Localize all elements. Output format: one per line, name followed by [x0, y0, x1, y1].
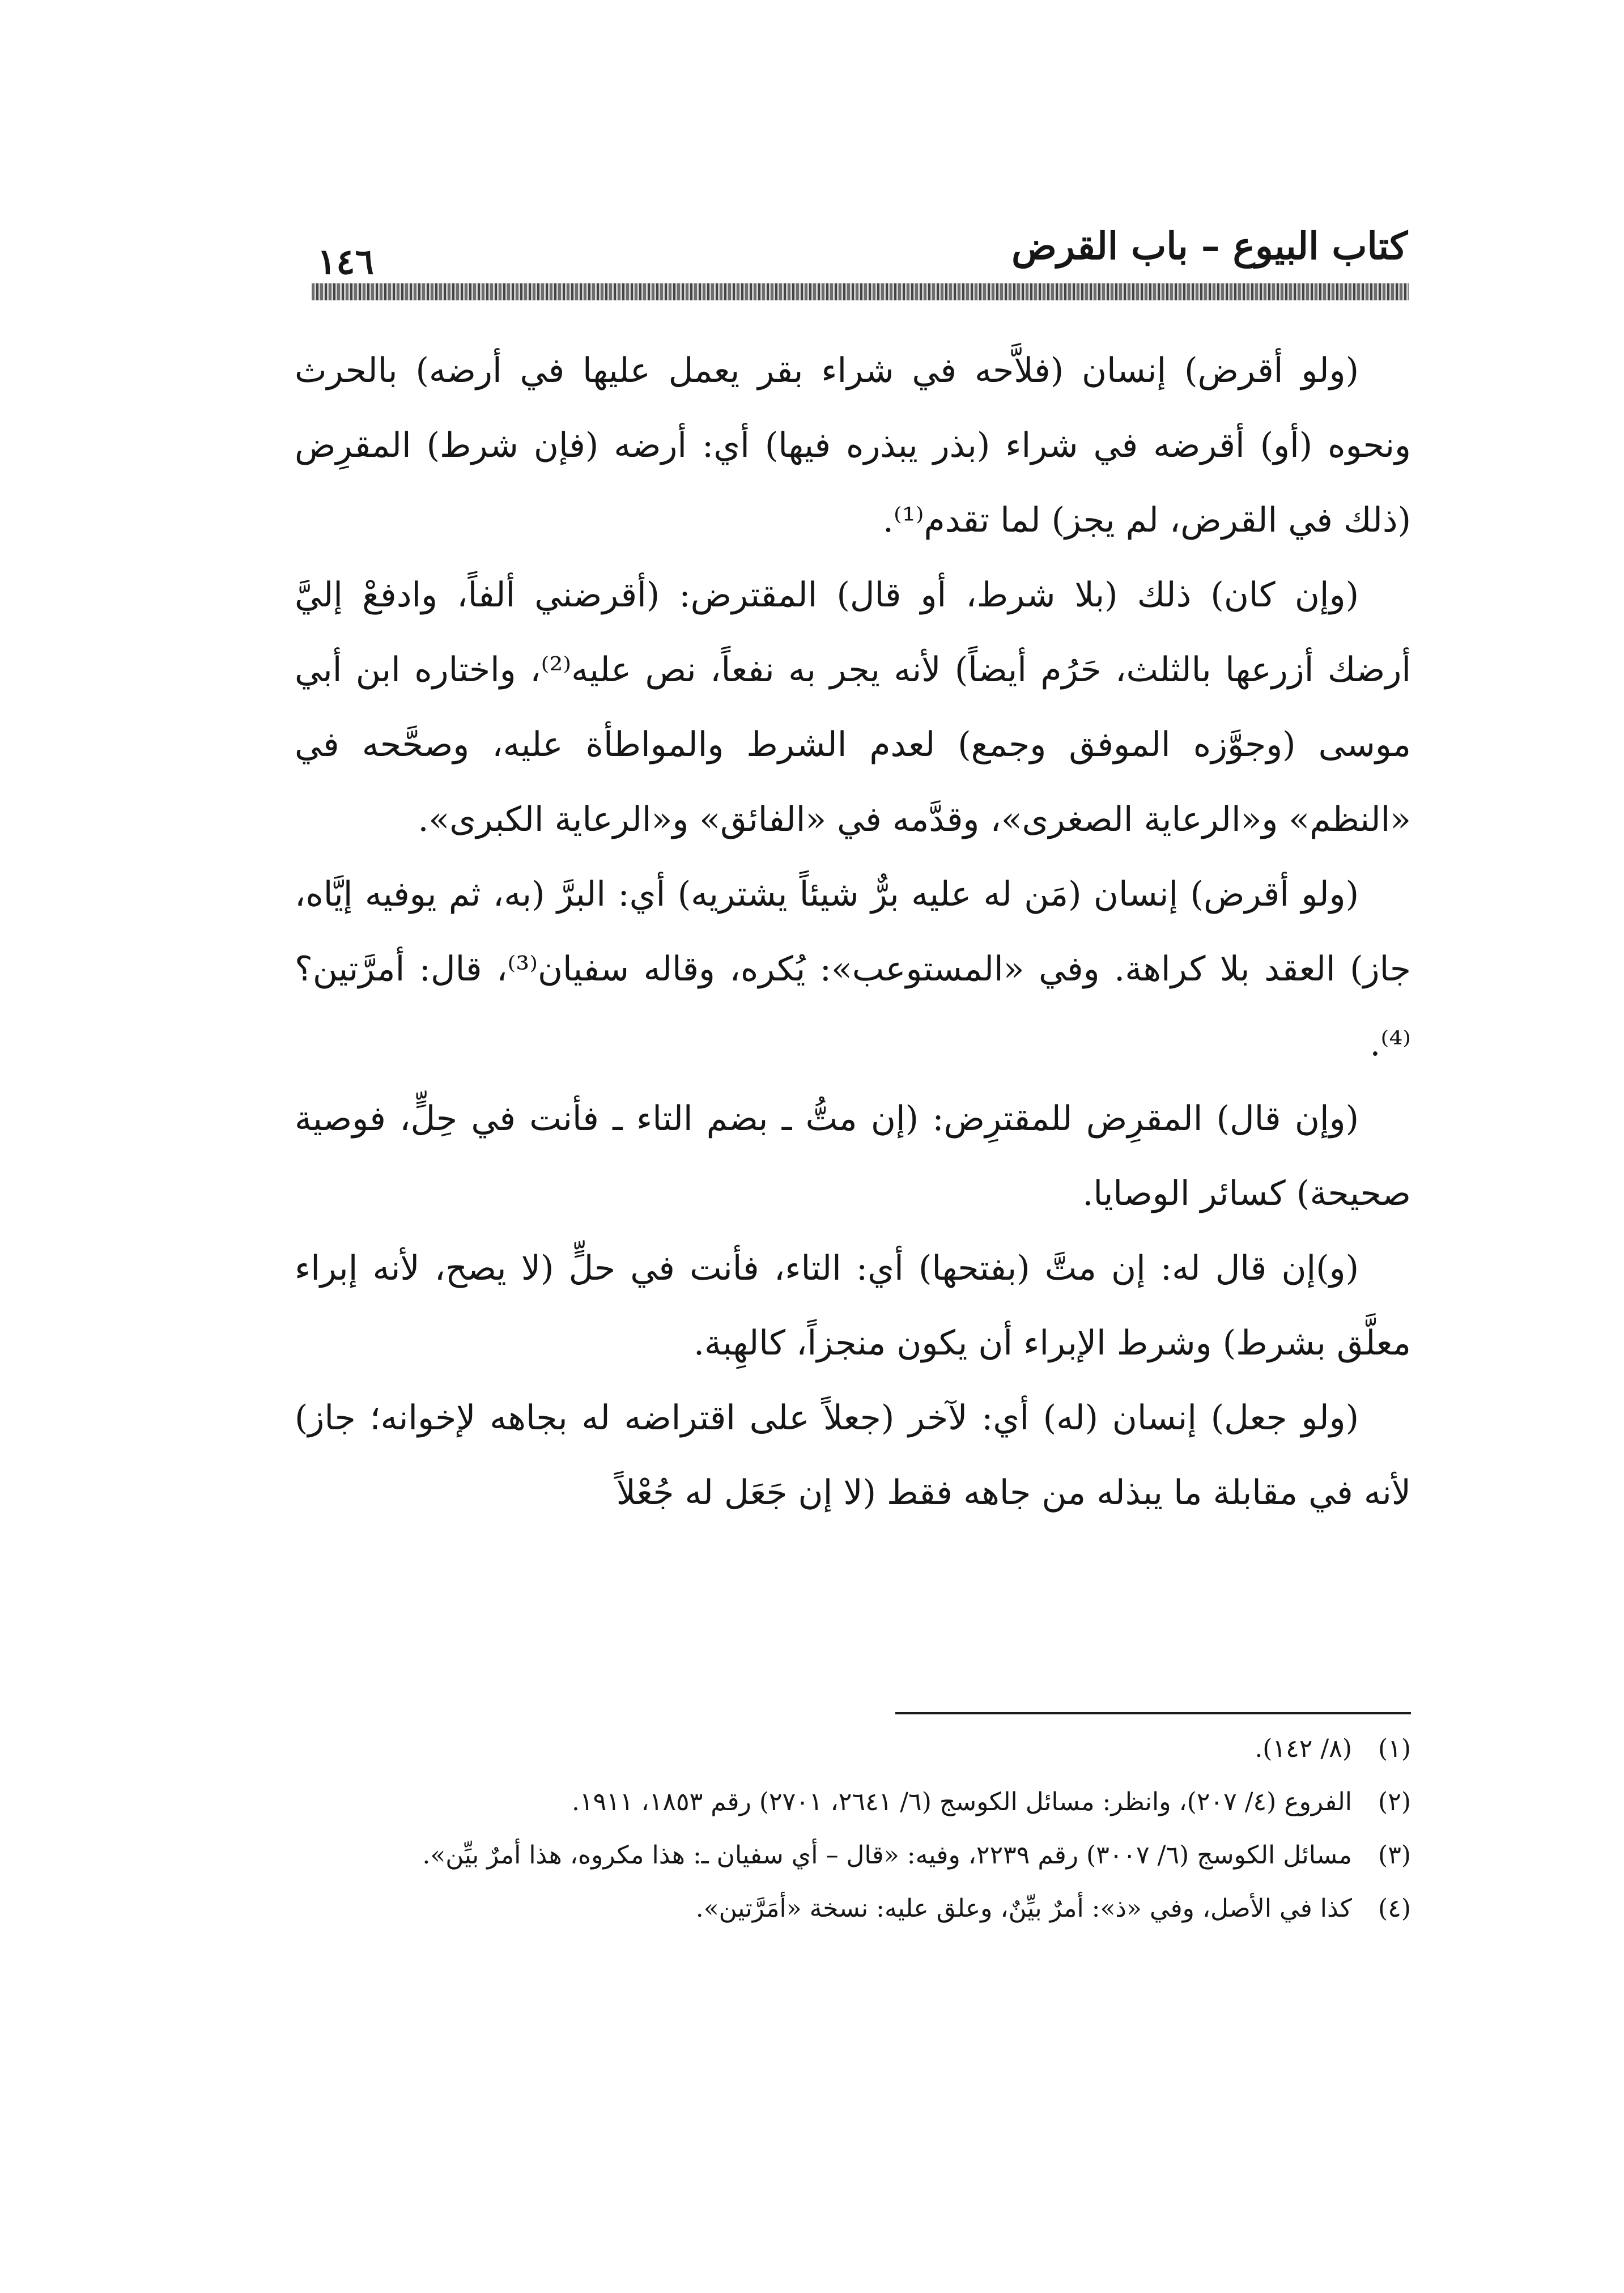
paragraph-4-text: (وإن قال) المقرِض للمقترِض: (إن متُّ ـ بضم التاء ـ فأنت في حِلٍّ، فوصية صحيحة) كسائر الوصايا.	[295, 1099, 1411, 1213]
footnote-3-text: مسائل الكوسج (٦/ ٣٠٠٧) رقم ٢٢٣٩، وفيه: «قال – أي سفيان ـ: هذا مكروه، هذا أمرٌ بيِّن».	[422, 1841, 1352, 1870]
paragraph-1	[295, 333, 1411, 558]
footnotes	[295, 1726, 1411, 1939]
footnote-1-mark: (١)	[1378, 1734, 1411, 1763]
page-number: ١٤٦	[317, 241, 374, 282]
footnote-2-text: الفروع (٤/ ٢٠٧)، وانظر: مسائل الكوسج (٦/ ٢٦٤١، ٢٧٠١) رقم ١٨٥٣، ١٩١١.	[572, 1787, 1352, 1816]
paragraph-2-text: (وإن كان) ذلك (بلا شرط، أو قال) المقترض: (أقرضني ألفاً، وادفعْ إليَّ أرضك أزرعها بالثلث، حَرُم أيضاً) لأنه يجر به نفعاً، نص عليه⁽²⁾، واختاره ابن أبي موسى (وجوَّزه الموفق وجمع) لعدم الشرط والمواطأة عليه، وصحَّحه في «النظم» و«الرعاية الصغرى»، وقدَّمه في «الفائق» و«الرعاية الكبرى».	[295, 575, 1411, 839]
footnote-3	[295, 1833, 1411, 1878]
paragraph-6	[295, 1381, 1411, 1530]
running-title: كتاب البيوع – باب القرض	[1011, 224, 1408, 268]
paragraph-5	[295, 1231, 1411, 1381]
paragraph-3	[295, 857, 1411, 1081]
footnote-rule	[895, 1712, 1411, 1714]
header-rule	[312, 283, 1409, 300]
footnote-2	[295, 1780, 1411, 1825]
footnote-1	[295, 1726, 1411, 1772]
paragraph-6-text: (ولو جعل) إنسان (له) أي: لآخر (جعلاً على اقتراضه له بجاهه لإخوانه؛ جاز) لأنه في مقابلة ما يبذله من جاهه فقط (لا إن جَعَل له جُعْلاً	[295, 1398, 1411, 1513]
main-text	[295, 333, 1411, 1530]
footnote-4-mark: (٤)	[1378, 1894, 1411, 1923]
paragraph-5-text: (و)إن قال له: إن متَّ (بفتحها) أي: التاء، فأنت في حلٍّ (لا يصح، لأنه إبراء معلَّق بشرط) وشرط الإبراء أن يكون منجزاً، كالهِبة.	[295, 1249, 1411, 1363]
footnote-1-text: (٨/ ١٤٢).	[1255, 1734, 1352, 1763]
paragraph-2	[295, 558, 1411, 857]
paragraph-3-text: (ولو أقرض) إنسان (مَن له عليه برٌّ شيئاً يشتريه) أي: البرَّ (به، ثم يوفيه إيَّاه، جاز) العقد بلا كراهة. وفي «المستوعب»: يُكره، وقاله سفيان⁽³⁾، قال: أمرَّتين؟⁽⁴⁾.	[295, 874, 1411, 1064]
footnote-4	[295, 1886, 1411, 1931]
footnote-3-mark: (٣)	[1378, 1841, 1411, 1870]
footnote-4-text: كذا في الأصل، وفي «ذ»: أمرٌ بيِّنٌ، وعلق عليه: نسخة «أمَرَّتين».	[695, 1894, 1352, 1923]
page-header	[312, 224, 1408, 282]
paragraph-4	[295, 1081, 1411, 1231]
footnote-2-mark: (٢)	[1378, 1787, 1411, 1816]
paragraph-1-text: (ولو أقرض) إنسان (فلاَّحه في شراء بقر يعمل عليها في أرضه) بالحرث ونحوه (أو) أقرضه في شراء (بذر يبذره فيها) أي: أرضه (فإن شرط) المقرِض (ذلك في القرض، لم يجز) لما تقدم⁽¹⁾.	[295, 351, 1411, 540]
